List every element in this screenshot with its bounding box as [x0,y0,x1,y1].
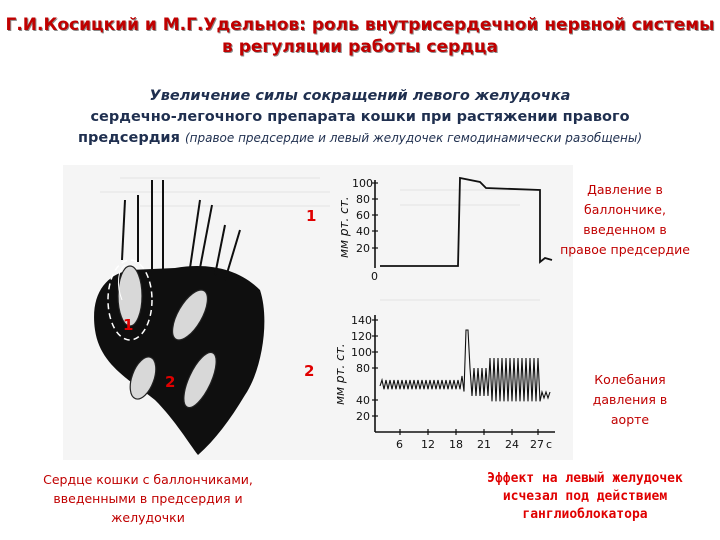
graph-1-tick-60: 60 [356,209,370,222]
subtitle-line-2: сердечно-легочного препарата кошки при растяжении правого [90,109,630,125]
graph-2-xtick-24: 24 [505,438,519,451]
graph-1-tick-40: 40 [356,225,370,238]
graph-2-xtick-27: 27 [530,438,544,451]
graph-2-marker: 2 [304,362,315,380]
graph-2-xtick-unit: с [546,438,553,451]
title-line-1: Г.И.Косицкий и М.Г.Удельнов: роль внутрисердечной нервной системы [5,15,715,35]
graph-2-xtick-12: 12 [421,438,435,451]
graph-2-tick-120: 120 [351,330,372,343]
subtitle-line-1: Увеличение силы сокращений левого желудочка [149,88,571,104]
graph-2-xtick-6: 6 [396,438,403,451]
graph-2-tick-140: 140 [351,314,372,327]
graph-1-tick-100: 100 [352,177,373,190]
effect-note: Эффект на левый желудочек исчезал под действием ганглиоблокатора [487,471,683,522]
heart-label-2: 2 [165,373,176,391]
graph-1-ylabel: мм рт. ст. [337,196,351,258]
heart-caption: Сердце кошки с баллончиками, введенными в предсердия и желудочки [43,472,253,525]
graph-1-marker: 1 [306,207,317,225]
graph-2-tick-100: 100 [351,346,372,359]
graph-1-tick-20: 20 [356,242,370,255]
subtitle-bold-word: предсердия [77,130,180,146]
graph-1-tick-0: 0 [371,270,378,283]
title-line-2: в регуляции работы сердца [222,37,498,57]
graph-2-xtick-21: 21 [477,438,491,451]
graph-1-caption: Давление в баллончике, введенном в правое предсердие [560,182,690,257]
graph-2-tick-20: 20 [356,410,370,423]
graph-2-ylabel: мм рт. ст. [333,343,347,405]
graph-2-tick-80: 80 [356,362,370,375]
subtitle-note: (правое предсердие и левый желудочек гемодинамически разобщены) [184,131,643,145]
heart-label-1: 1 [123,316,134,334]
graph-2-tick-40: 40 [356,394,370,407]
graph-1-tick-80: 80 [356,193,370,206]
graph-2-xtick-18: 18 [449,438,463,451]
graph-2-caption: Колебания давления в аорте [592,372,668,427]
